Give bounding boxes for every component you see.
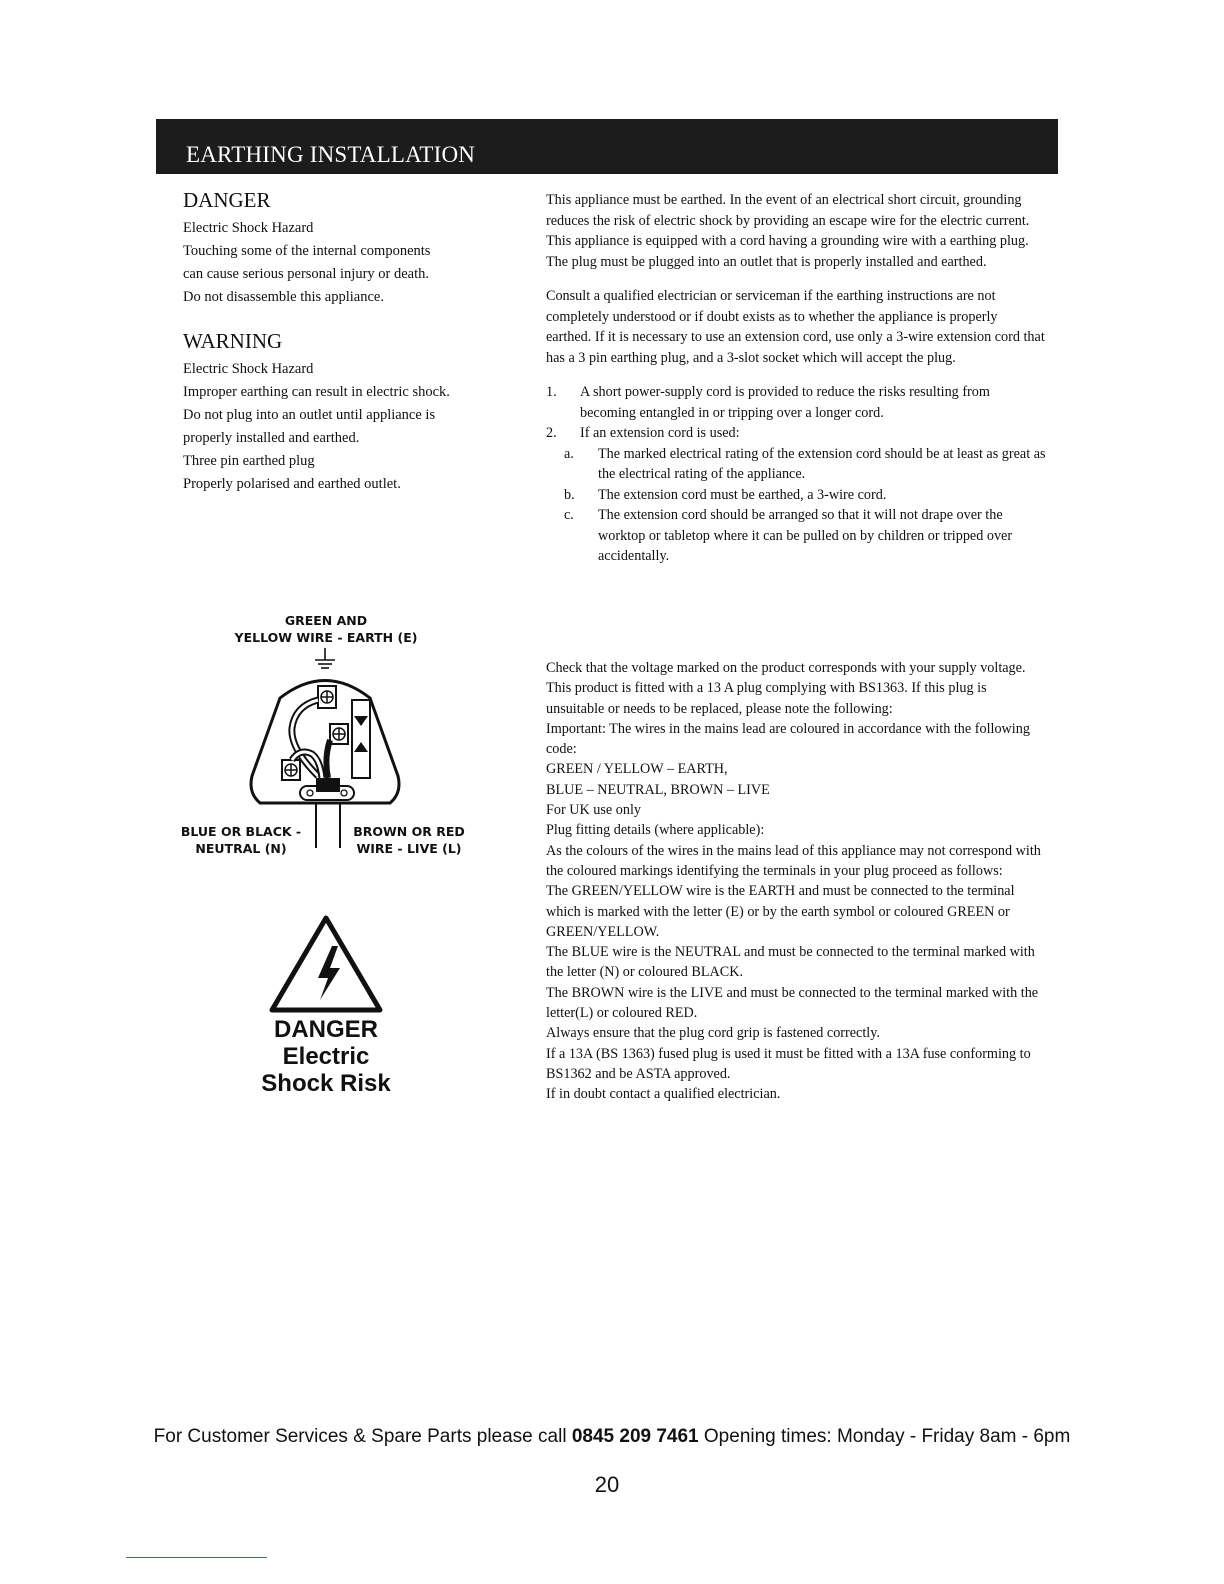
warning-block [183,329,493,496]
page-number: 20 [594,1472,620,1497]
list-item-number: 1. [546,384,557,400]
live-label-line: BROWN OR RED [353,824,465,839]
electric-hazard-icon [268,914,384,1014]
sub-list-item-letter: c. [564,507,574,523]
instruction-line: The BROWN wire is the LIVE and must be connected to the terminal marked with the letter(L) or coloured RED. [546,984,1039,1022]
warning-line: Electric Shock Hazard [183,361,314,377]
warning-line: Three pin earthed plug [183,453,315,469]
instruction-line: Plug fitting details (where applicable): [546,822,765,839]
live-label-line: WIRE - LIVE (L) [356,841,462,856]
danger-sign-line: Shock Risk [261,1070,391,1097]
electrician-paragraph: Consult a qualified electrician or serviceman if the earthing instructions are not completely understood or if doubt exists as to whether the appliance is properly earthed. If it is necessary to use an extension cord, use only a 3-wire extension cord that has a 3 pin earthing plug, and a 3-slot socket which will accept the plug. [546,288,1045,366]
danger-title: DANGER [183,188,271,212]
sub-list-item-text: The extension cord must be earthed, a 3-wire cord. [598,486,887,503]
instruction-line: Check that the voltage marked on the product corresponds with your supply voltage. [546,660,1026,676]
list-item-text: If an extension cord is used: [580,425,740,441]
warning-line: properly installed and earthed. [183,430,360,446]
section-header-bar [156,119,1058,174]
plug-wiring-diagram-icon [240,648,410,858]
list-item-text: A short power-supply cord is provided to reduce the risks resulting from becoming entangled in or tripping over a longer cord. [580,384,990,421]
warning-line: Do not plug into an outlet until appliance is [183,407,436,423]
extension-cord-list [546,382,1046,567]
earth-label-line: GREEN AND [284,613,368,628]
danger-line: Electric Shock Hazard [183,220,314,236]
instruction-line: The GREEN/YELLOW wire is the EARTH and must be connected to the terminal which is marked with the letter (E) or by the earth symbol or coloured GREEN or GREEN/YELLOW. [546,883,1015,940]
left-column [183,188,493,496]
danger-sign-line: Electric [282,1043,370,1070]
sub-list-item-text: The marked electrical rating of the extension cord should be at least as great as the electrical rating of the appliance. [598,445,1046,482]
footer-suffix: Opening times: Monday - Friday 8am - 6pm [698,1426,1071,1447]
instruction-line: The BLUE wire is the NEUTRAL and must be connected to the terminal marked with the letter (N) or coloured BLACK. [546,944,1035,981]
warning-line: Properly polarised and earthed outlet. [183,476,401,492]
instruction-line: BLUE – NEUTRAL, BROWN – LIVE [546,781,770,798]
instruction-line: If in doubt contact a qualified electrician. [546,1086,781,1103]
customer-service-footer [0,1426,1224,1448]
danger-block [183,188,493,309]
right-column [546,190,1046,567]
list-item-number: 2. [546,425,557,441]
instruction-line: For UK use only [546,802,641,819]
danger-line: Touching some of the internal components [183,243,431,259]
danger-warning-text [226,1016,426,1097]
list-item [546,423,1046,444]
footer-phone: 0845 209 7461 [571,1426,699,1447]
sub-list-item-letter: b. [564,486,575,503]
warning-line: Improper earthing can result in electric shock. [183,384,450,400]
earthing-paragraph: This appliance must be earthed. In the event of an electrical short circuit, grounding reduces the risk of electric shock by providing an escape wire for the electric current. This appliance is equipped with a cord having a grounding wire with a earthing plug. The plug must be plugged into an outlet that is properly installed and earthed. [546,192,1030,270]
instruction-line: If a 13A (BS 1363) fused plug is used it must be fitted with a 13A fuse conforming to BS1362 and be ASTA approved. [546,1045,1031,1082]
instruction-line: GREEN / YELLOW – EARTH, [546,761,728,778]
sub-list-item [564,505,1046,567]
list-item [546,382,1046,423]
earth-label-line: YELLOW WIRE - EARTH (E) [234,630,418,645]
sub-list-item [564,485,1046,506]
instruction-line: Always ensure that the plug cord grip is fastened correctly. [546,1025,880,1042]
danger-line: Do not disassemble this appliance. [183,289,384,305]
sub-list-item [564,444,1046,485]
bottom-divider [126,1557,267,1558]
neutral-label-line: NEUTRAL (N) [195,841,287,856]
instruction-line: As the colours of the wires in the mains lead of this appliance may not correspond with the coloured markings identifying the terminals in your plug proceed as follows: [546,842,1041,879]
instruction-line: Important: The wires in the mains lead are coloured in accordance with the following code: [546,720,1030,758]
footer-prefix: For Customer Services & Spare Parts please call [153,1426,572,1447]
danger-sign-line: DANGER [273,1016,378,1043]
neutral-label-line: BLUE OR BLACK - [180,824,302,839]
instruction-line: This product is fitted with a 13 A plug complying with BS1363. If this plug is unsuitable or needs to be replaced, please note the following: [546,680,987,717]
warning-title: WARNING [183,329,283,353]
sub-list-item-text: The extension cord should be arranged so that it will not drape over the worktop or tabletop where it can be pulled on by children or tripped over accidentally. [598,507,1013,564]
sub-list-item-letter: a. [564,445,574,462]
section-title: EARTHING INSTALLATION [186,142,476,167]
danger-line: can cause serious personal injury or death. [183,266,430,282]
plug-wiring-instructions [546,658,1046,1105]
earth-wire-label [226,612,426,646]
